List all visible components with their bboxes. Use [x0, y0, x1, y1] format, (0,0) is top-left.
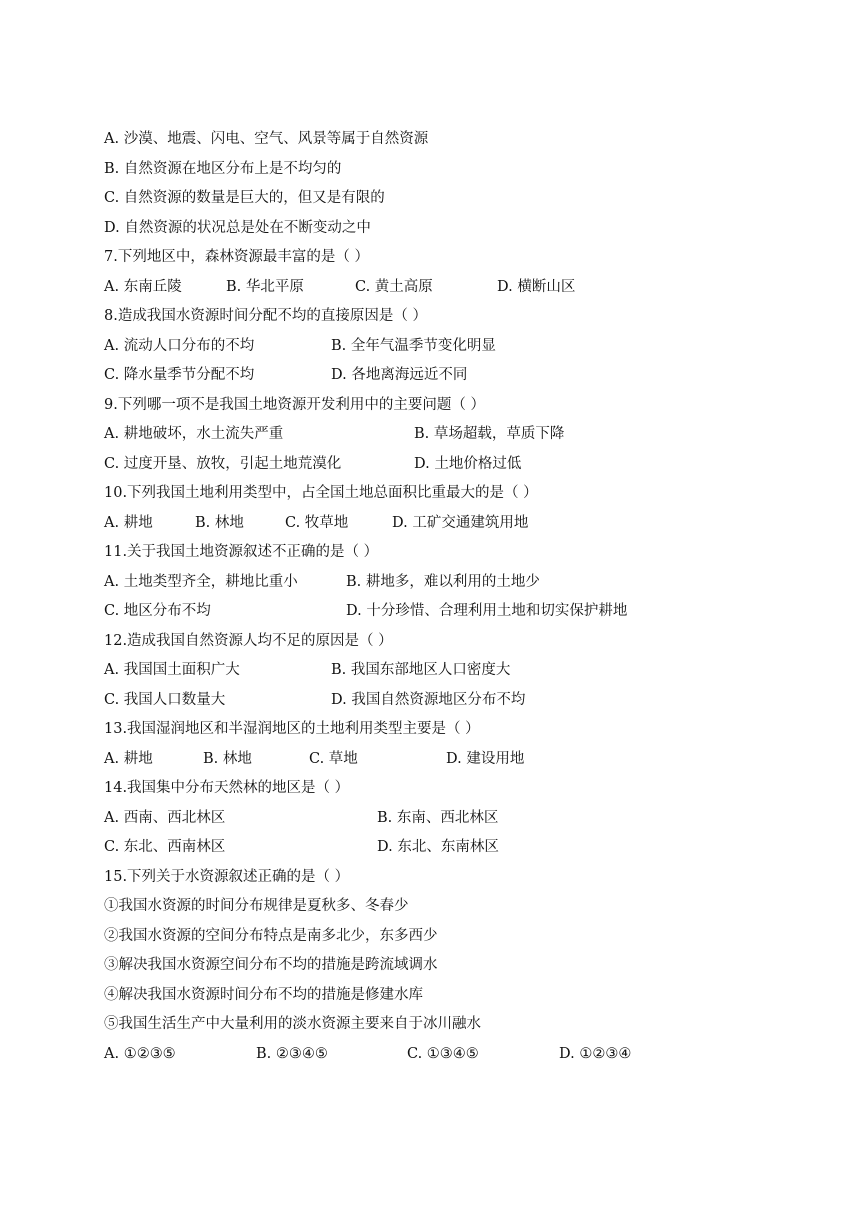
question-11: 11.关于我国土地资源叙述不正确的是（ ） — [104, 544, 379, 560]
statement-line: ③解决我国水资源空间分布不均的措施是跨流域调水 — [104, 957, 438, 973]
option: B. 林地 — [195, 515, 244, 531]
question-9: 9.下列哪一项不是我国土地资源开发利用中的主要问题（ ） — [104, 397, 485, 413]
question-8: 8.造成我国水资源时间分配不均的直接原因是（ ） — [104, 308, 427, 324]
option-line: A. 沙漠、地震、闪电、空气、风景等属于自然资源 — [104, 131, 429, 147]
option: C. 黄土高原 — [355, 279, 433, 295]
option: D. ①②③④ — [559, 1046, 632, 1062]
option: C. ①③④⑤ — [407, 1046, 479, 1062]
option: B. 华北平原 — [226, 279, 304, 295]
question-10: 10.下列我国土地利用类型中，占全国土地总面积比重最大的是（ ） — [104, 485, 538, 501]
option: A. 我国国土面积广大 — [104, 662, 240, 678]
option: C. 牧草地 — [285, 515, 349, 531]
option: A. 东南丘陵 — [104, 279, 182, 295]
option: A. 耕地 — [104, 515, 153, 531]
statement-line: ①我国水资源的时间分布规律是夏秋多、冬春少 — [104, 898, 409, 914]
question-15: 15.下列关于水资源叙述正确的是（ ） — [104, 869, 350, 885]
option: B. ②③④⑤ — [256, 1046, 328, 1062]
option: D. 东北、东南林区 — [377, 839, 499, 855]
statement-line: ④解决我国水资源时间分布不均的措施是修建水库 — [104, 987, 423, 1003]
question-14: 14.我国集中分布天然林的地区是（ ） — [104, 780, 350, 796]
question-12: 12.造成我国自然资源人均不足的原因是（ ） — [104, 633, 393, 649]
option: D. 土地价格过低 — [414, 456, 522, 472]
option: B. 东南、西北林区 — [377, 810, 499, 826]
option: A. 耕地破坏，水土流失严重 — [104, 426, 284, 442]
option: B. 我国东部地区人口密度大 — [331, 662, 511, 678]
option: C. 地区分布不均 — [104, 603, 211, 619]
option: C. 我国人口数量大 — [104, 692, 226, 708]
option: B. 全年气温季节变化明显 — [331, 338, 496, 354]
question-7: 7.下列地区中，森林资源最丰富的是（ ） — [104, 249, 369, 265]
option: D. 工矿交通建筑用地 — [392, 515, 529, 531]
option: A. ①②③⑤ — [104, 1046, 176, 1062]
option: B. 耕地多，难以利用的土地少 — [346, 574, 540, 590]
option: B. 林地 — [203, 751, 252, 767]
option: A. 土地类型齐全，耕地比重小 — [104, 574, 298, 590]
option: D. 各地离海远近不同 — [331, 367, 468, 383]
option: D. 十分珍惜、合理利用土地和切实保护耕地 — [346, 603, 628, 619]
question-13: 13.我国湿润地区和半湿润地区的土地利用类型主要是（ ） — [104, 721, 480, 737]
option-line: C. 自然资源的数量是巨大的，但又是有限的 — [104, 190, 385, 206]
option: C. 降水量季节分配不均 — [104, 367, 255, 383]
option: C. 草地 — [309, 751, 358, 767]
option: A. 流动人口分布的不均 — [104, 338, 255, 354]
option: D. 我国自然资源地区分布不均 — [331, 692, 526, 708]
option-line: B. 自然资源在地区分布上是不均匀的 — [104, 161, 342, 177]
statement-line: ⑤我国生活生产中大量利用的淡水资源主要来自于冰川融水 — [104, 1016, 481, 1032]
option: A. 耕地 — [104, 751, 153, 767]
option: B. 草场超载，草质下降 — [414, 426, 565, 442]
option: D. 建设用地 — [446, 751, 525, 767]
option: A. 西南、西北林区 — [104, 810, 226, 826]
statement-line: ②我国水资源的空间分布特点是南多北少，东多西少 — [104, 928, 438, 944]
option-line: D. 自然资源的状况总是处在不断变动之中 — [104, 220, 371, 236]
option: C. 过度开垦、放牧，引起土地荒漠化 — [104, 456, 342, 472]
option: D. 横断山区 — [497, 279, 576, 295]
option: C. 东北、西南林区 — [104, 839, 226, 855]
